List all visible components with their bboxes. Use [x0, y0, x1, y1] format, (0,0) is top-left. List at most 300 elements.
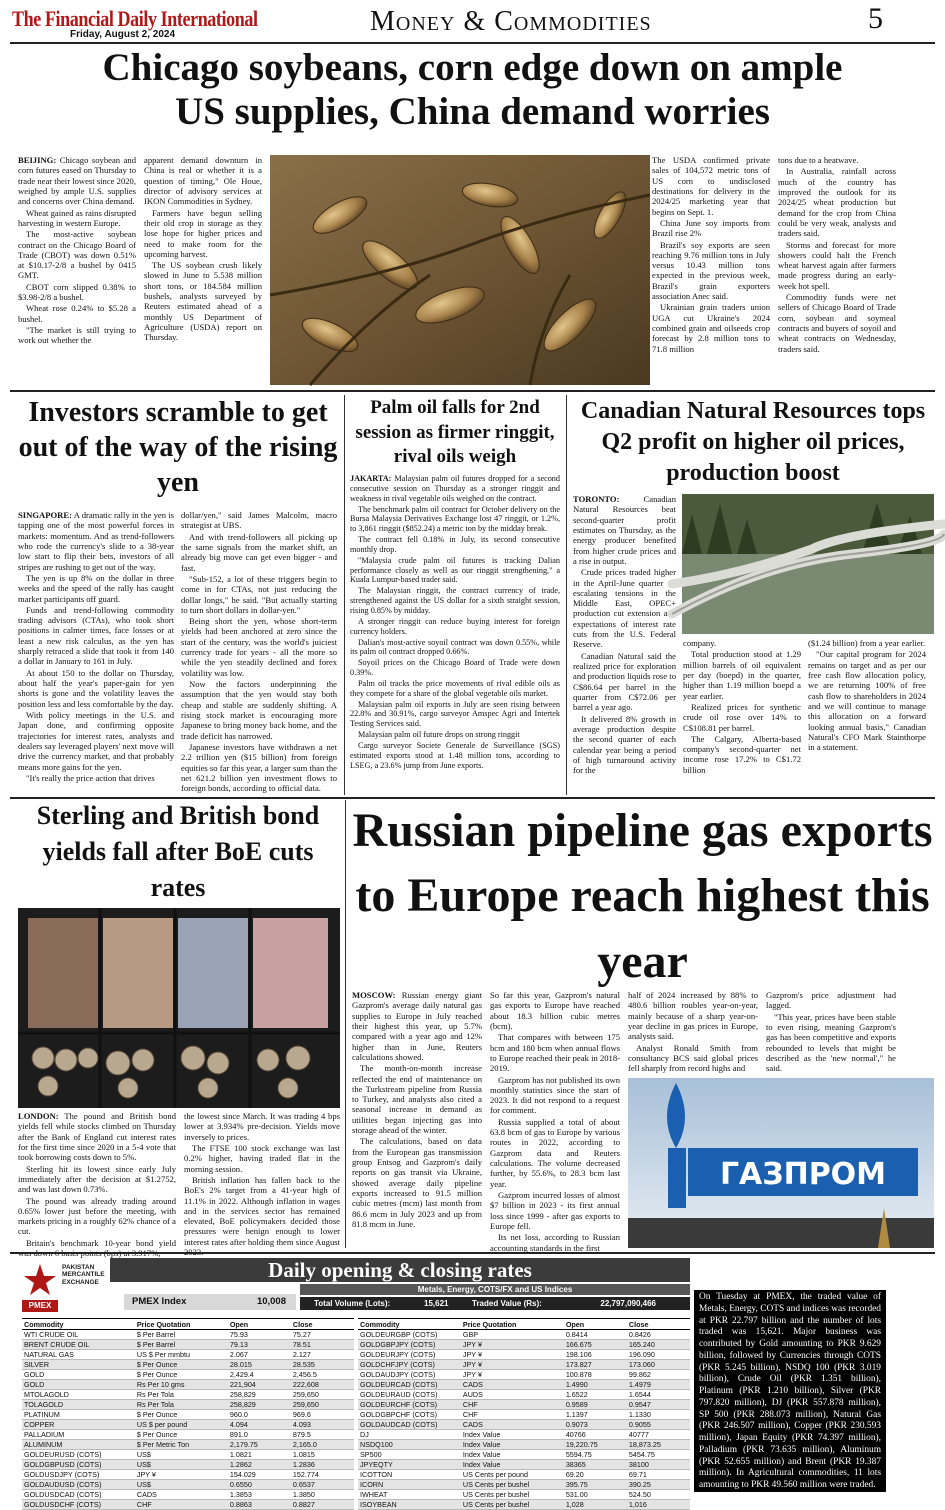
paragraph-text: The pound and British bond yields fell while stocks climbed on Thursday after the Bank of England cut interest rates for the first time since 2020 in a 5-4 vote that took borrowing costs down to 5%.	[18, 1111, 176, 1163]
table-cell: MTOLAGOLD	[22, 1390, 135, 1400]
paragraph-text: The most-active soybean contract on the Chicago Board of Trade (CBOT) was down 0.51% at $10.17-2/8 a bushel by 0415 GMT.	[18, 229, 136, 281]
soybean-col-2	[144, 155, 262, 387]
dateline: BEIJING:	[18, 155, 57, 165]
table-row	[358, 1350, 690, 1360]
table-cell: 28.015	[228, 1360, 291, 1370]
article-paragraph	[181, 532, 337, 573]
market-summary: On Tuesday at PMEX, the traded value of Metals, Energy, COTS and indices was recorded at PKR 22.797 billion and the number of lots traded was 15,621. Major business was contributed by Gold amounting to PKR 9.629 billion, followed by Currencies through COTS (PKR 5.245 billion), NSDQ 100 (PKR 3.019 billion), Crude Oil (PKR 1.351 billion), Platinum (PKR 1.210 billion), Silver (PKR 797.820 million), DJ (PKR 557.878 million), SP 500 (PKR 288.073 million), Natural Gas (PKR 246.507 million), Copper (PKR 230.593 million), Japan Equity (PKR 74.397 million), Palladium (PKR 73.635 million), Aluminum (PKR 52.655 million) and Brent (PKR 19.387 million). In Agricultural commodities, 11 lots amounting to PKR 49.560 million were traded.	[694, 1290, 886, 1492]
paragraph-text: A dramatic rally in the yen is tapping one of the most powerful forces in markets: momentum. And as trend-followers who rode the currency's slide to a 38-year low start to flip their bets, investors of all stripes are rushing to get out of the way.	[18, 510, 174, 572]
article-paragraph	[490, 1232, 620, 1253]
table-cell: US $ Per mmbtu	[135, 1350, 228, 1360]
col-close: Close	[291, 1319, 354, 1330]
paragraph-text: Crude prices traded higher in the April-June quarter on escalating tensions in the Middle East, OPEC+ production cut extension and expectations of interest rate cuts from the U.S. Federal Reserve.	[573, 567, 676, 650]
paragraph-text: Wheat gained as rains disrupted harvesting in western Europe.	[18, 207, 136, 228]
table-cell: CHF	[461, 1400, 564, 1410]
banknotes-and-coins-image	[18, 908, 340, 1108]
gas-col-2	[490, 990, 620, 1253]
article-paragraph	[350, 556, 560, 586]
pmex-index-box	[124, 1294, 296, 1310]
table-cell: JPY ¥	[461, 1360, 564, 1370]
article-paragraph	[352, 1136, 482, 1229]
paragraph-text: Canadian Natural said the realized price for exploration and production liquids rose to C$86.64 per barrel in the quarter from C$72.06 per barrel a year ago.	[573, 650, 676, 713]
table-cell: 0.8827	[291, 1500, 354, 1510]
table-cell: AUDS	[461, 1390, 564, 1400]
paragraph-text: It delivered 8% growth in average production despite the second quarter of each calendar year being a period of high turnaround activity for the	[573, 713, 676, 776]
table-cell: 259,650	[291, 1390, 354, 1400]
article-paragraph	[808, 638, 926, 648]
table-cell: 258,829	[228, 1400, 291, 1410]
article-paragraph	[350, 617, 560, 637]
paragraph-text: The month-on-month increase reflected the end of maintenance on the Turkstream pipeline from Russia to Turkey, and analysts also cited a seasonal increase in demand as utilities began injecting gas into storage ahead of the winter.	[352, 1063, 482, 1136]
table-cell: $ Per Ounce	[135, 1360, 228, 1370]
article-paragraph	[766, 990, 896, 1011]
table-cell: GOLDGBPUSD (COTS)	[22, 1460, 135, 1470]
paragraph-text: Canadian Natural Resources beat second-quarter profit estimates on Thursday, as the energy producer benefited from higher crude prices and a rise in output.	[573, 494, 676, 566]
table-cell: Rs Per Tola	[135, 1390, 228, 1400]
article-paragraph	[683, 649, 801, 701]
paragraph-text: British inflation has fallen back to the BoE's 2% target from a 41-year high of 11.1% in 2022. Although inflation in wages and in the services sector has remained elevated, BoE policymakers decided those pressures were benign enough to lower interest rates after holding them since August	[184, 1174, 340, 1247]
table-cell: SILVER	[22, 1360, 135, 1370]
rates-table-right	[358, 1318, 690, 1510]
article-paragraph	[778, 166, 896, 238]
rates-table-left	[22, 1318, 354, 1510]
table-cell: GOLDCHFJPY (COTS)	[358, 1360, 461, 1370]
paragraph-text: Its net loss, according to Russian accounting standards in the first	[490, 1232, 620, 1253]
gazprom-photo	[628, 1078, 934, 1248]
table-cell: $ Per Ounce	[135, 1410, 228, 1420]
article-paragraph	[181, 679, 337, 741]
soybean-col-1	[18, 155, 136, 387]
yen-col-2	[181, 510, 337, 795]
table-cell: 1.2836	[291, 1460, 354, 1470]
table-cell: GOLDAUDJPY (COTS)	[358, 1370, 461, 1380]
table-cell: JPY ¥	[135, 1470, 228, 1480]
table-cell: GOLDEURJPY (COTS)	[358, 1350, 461, 1360]
paragraph-text: China June soy imports from Brazil rise 2%	[652, 217, 770, 239]
article-paragraph	[628, 990, 758, 1042]
paragraph-text: Funds and trend-following commodity trading advisors (CTAs), who took short positions in calmer times, face losses or at least a new risk calculus, as the yen has sharply retraced a slide that took it from 140 a dollar in January to 161 in July.	[18, 604, 174, 667]
paragraph-text: Gazprom has not published its own monthly statistics since the start of 2023. It did not respond to a request for comment.	[490, 1074, 620, 1116]
table-cell: 2,165.0	[291, 1440, 354, 1450]
table-cell: GOLDAUDCAD (COTS)	[358, 1420, 461, 1430]
table-cell: GOLDEURGBP (COTS)	[358, 1330, 461, 1340]
sterling-col-1	[18, 1111, 176, 1248]
article-paragraph	[184, 1175, 340, 1258]
table-row	[22, 1480, 354, 1490]
table-cell: 75.27	[291, 1330, 354, 1340]
paragraph-text: The US soybean crush likely slowed in June to 5.538 million short tons, or 184.584 million bushels, analysts surveyed by Reuters estimated ahead of a monthly US Department of Agriculture (USDA) report on Thursday.	[144, 260, 262, 343]
article-paragraph	[18, 1111, 176, 1163]
paragraph-text: Cargo surveyor Societe Generale de Surveillance (SGS) estimated exports stood at 1.48 million tons, according to LSEG, a 23.6% jump from June exports.	[350, 740, 560, 770]
table-cell: 0.9547	[627, 1400, 690, 1410]
table-cell: 1.1397	[564, 1410, 627, 1420]
article-paragraph	[490, 1075, 620, 1116]
col-open: Open	[564, 1319, 627, 1330]
pmex-index-label: PMEX Index	[132, 1296, 187, 1307]
table-cell: 0.9589	[564, 1400, 627, 1410]
gazprom-sign-text: ГАЗПРОМ	[719, 1157, 887, 1192]
palm-col	[350, 474, 560, 794]
article-paragraph	[18, 229, 136, 281]
palm-headline: Palm oil falls for 2nd session as firmer ringgit, rival oils weigh	[355, 397, 555, 468]
table-row	[22, 1490, 354, 1500]
table-cell: 0.8414	[564, 1330, 627, 1340]
table-cell: 4.094	[228, 1420, 291, 1430]
section-divider	[10, 1252, 935, 1254]
paragraph-text: The yen is up 8% on the dollar in three weeks and the speed of the rally has caught market participants off guard.	[18, 572, 174, 604]
table-cell: IWHEAT	[358, 1490, 461, 1500]
paragraph-text: "The market is still trying to work out whether the	[18, 325, 136, 346]
table-cell: 390.25	[627, 1480, 690, 1490]
pmex-line-2: MERCANTILE	[62, 1271, 105, 1279]
paragraph-text: The USDA confirmed private sales of 104,572 metric tons of US corn to undisclosed destinations for delivery in the 2024/25 marketing year that begins on Sept. 1.	[652, 155, 770, 217]
paragraph-text: Now the factors underpinning the assumption that the yen would stay both cheap and stable are suddenly shifting. A rising stock market is encouraging more Japanese to bring money back home, and the trade deficit has narrowed.	[181, 679, 337, 741]
table-cell: $ Per Barrel	[135, 1340, 228, 1350]
table-cell: 173.827	[564, 1360, 627, 1370]
table-cell: GOLD	[22, 1380, 135, 1390]
paragraph-text: Total production stood at 1.29 million barrels of oil equivalent per day (boepd) in the quarter, higher than 1.19 million boepd a year earlier.	[683, 649, 801, 701]
table-cell: GOLDGBPCHF (COTS)	[358, 1410, 461, 1420]
article-paragraph	[778, 292, 896, 354]
col-open: Open	[228, 1319, 291, 1330]
table-cell: CADS	[135, 1490, 228, 1500]
article-paragraph	[18, 325, 136, 346]
dateline: LONDON:	[18, 1111, 59, 1121]
soybean-col-4	[778, 155, 896, 387]
article-paragraph	[144, 208, 262, 260]
table-row	[22, 1330, 354, 1340]
paragraph-text: Realized prices for synthetic crude oil rose over 14% to C$108.81 per barrel.	[683, 701, 801, 733]
article-paragraph	[18, 1164, 176, 1195]
table-cell: US Cents per pound	[461, 1470, 564, 1480]
table-row	[22, 1450, 354, 1460]
table-cell: 40766	[564, 1430, 627, 1440]
soybean-col-3	[652, 155, 770, 387]
table-header	[22, 1319, 354, 1330]
market-table-left	[22, 1318, 354, 1510]
table-cell: 221,904	[228, 1380, 291, 1390]
article-paragraph	[18, 1238, 176, 1259]
table-cell: 0.8863	[228, 1500, 291, 1510]
paragraph-text: Gazprom's price adjustment had lagged.	[766, 990, 896, 1011]
table-row	[358, 1400, 690, 1410]
table-row	[22, 1470, 354, 1480]
cnrl-col-2	[683, 638, 801, 794]
table-cell: 1.4990	[564, 1380, 627, 1390]
article-paragraph	[778, 155, 896, 165]
table-cell: ICOTTON	[358, 1470, 461, 1480]
article-paragraph	[18, 303, 136, 324]
article-paragraph	[18, 1196, 176, 1237]
issue-date: Friday, August 2, 2024	[70, 29, 176, 40]
paragraph-text: Soyoil prices on the Chicago Board of Trade were down 0.39%.	[350, 658, 560, 678]
paragraph-text: A stronger ringgit can reduce buying interest for foreign currency holders.	[350, 616, 560, 636]
table-cell: 100.878	[564, 1370, 627, 1380]
article-paragraph	[683, 734, 801, 775]
paragraph-text: The calculations, based on data from the European gas transmission group Entsog and Gazprom's daily reports on gas transit via Ukraine, showed average daily pipeline exports increased to 91.5 million cubic metres (mcm) last month from 86.6 mcm in July 2023 and up from 81.8 mcm in June.	[352, 1136, 482, 1229]
cnrl-headline: Canadian Natural Resources tops Q2 profit on higher oil prices, production boost	[580, 398, 926, 487]
table-row	[358, 1340, 690, 1350]
table-cell: GOLDGBPJPY (COTS)	[358, 1340, 461, 1350]
paragraph-text: company.	[683, 638, 717, 648]
dateline: MOSCOW:	[352, 990, 396, 1000]
pmex-abbr: PMEX	[28, 1301, 52, 1310]
article-paragraph	[808, 649, 926, 752]
table-row	[22, 1440, 354, 1450]
article-paragraph	[18, 668, 174, 709]
article-paragraph	[652, 240, 770, 302]
article-paragraph	[628, 1043, 758, 1074]
table-cell: $ Per Ounce	[135, 1370, 228, 1380]
table-cell: 0.6550	[228, 1480, 291, 1490]
table-cell: ICORN	[358, 1480, 461, 1490]
table-cell: 395.75	[564, 1480, 627, 1490]
dateline: SINGAPORE:	[18, 510, 72, 520]
table-row	[358, 1410, 690, 1420]
table-cell: GOLDUSDCAD (COTS)	[22, 1490, 135, 1500]
table-cell: ALUMINUM	[22, 1440, 135, 1450]
soybean-headline	[10, 46, 935, 133]
table-row	[358, 1440, 690, 1450]
article-paragraph	[181, 574, 337, 615]
table-cell: GOLDEURCAD (COTS)	[358, 1380, 461, 1390]
cnrl-col-3	[808, 638, 926, 794]
paragraph-text: Britain's benchmark 10-year bond yield	[26, 1237, 176, 1248]
table-cell: US Cents per bushel	[461, 1490, 564, 1500]
soybean-headline-line-2: US supplies, China demand worries	[175, 89, 770, 133]
table-cell: GOLDUSDJPY (COTS)	[22, 1470, 135, 1480]
table-cell: US$	[135, 1480, 228, 1490]
newspaper-name: The Financial Daily International	[12, 6, 258, 31]
table-cell: 38100	[627, 1460, 690, 1470]
article-paragraph	[352, 990, 482, 1062]
table-row	[358, 1330, 690, 1340]
article-paragraph	[181, 742, 337, 794]
article-paragraph	[350, 586, 560, 616]
paragraph-text: "This year, prices have been stable to even rising, meaning Gazprom's gas has been competitive and exports rebounded to levels that might be described as the 'new normal'," he said.	[766, 1011, 896, 1074]
table-cell: JPY ¥	[461, 1340, 564, 1350]
article-paragraph	[184, 1111, 340, 1142]
table-row	[358, 1480, 690, 1490]
article-paragraph	[350, 638, 560, 658]
table-cell: 5454.75	[627, 1450, 690, 1460]
article-paragraph	[350, 741, 560, 771]
volume-bar	[300, 1297, 690, 1310]
table-row	[22, 1410, 354, 1420]
article-paragraph	[652, 155, 770, 217]
paragraph-text: CBOT corn slipped 0.38% to $3.98-2/8 a bushel.	[18, 281, 136, 303]
paragraph-text: dollar/yen," said James Malcolm, macro strategist at UBS.	[181, 510, 337, 531]
paragraph-text: Brazil's soy exports are seen reaching 9.76 million tons in July versus 10.43 million tons expected in the previous week, Brazil's grain exporters association Anec said.	[652, 239, 770, 302]
traded-value-value: 22,797,090,466	[600, 1299, 656, 1308]
paragraph-text: Malaysian palm oil future drops on strong ringgit	[358, 730, 520, 740]
article-paragraph	[18, 605, 174, 667]
paragraph-text: "Sub-152, a lot of these triggers begin to come in for CTAs, not just reducing the dollar longs," he said. "But actually starting to turn short dollars in dollar-yen."	[181, 573, 337, 615]
paragraph-text: In Australia, rainfall across much of the country has improved the outlook for its 2024/25 wheat production but demand for the crop from China could be very weak, analysts and traders said.	[778, 166, 896, 239]
paragraph-text: The pound was already trading around 0.65% lower just before the meeting, with markets pricing in a roughly 62% chance of a cut.	[18, 1195, 176, 1237]
paragraph-text: the lowest since March. It was trading 4 bps lower at 3.934% pre-decision. Yields move inversely to prices.	[184, 1111, 340, 1142]
table-cell: 38365	[564, 1460, 627, 1470]
soybean-photo	[270, 155, 650, 385]
article-paragraph	[350, 700, 560, 730]
article-paragraph	[652, 302, 770, 354]
table-cell: 78.51	[291, 1340, 354, 1350]
table-cell: 75.93	[228, 1330, 291, 1340]
gas-headline: Russian pipeline gas exports to Europe reach highest this year	[352, 804, 933, 988]
paragraph-text: Storms and forecast for more showers could halt the French wheat harvest again after farmers made progress during an early-week hot spell.	[778, 239, 896, 291]
table-cell: 1.6544	[627, 1390, 690, 1400]
table-row	[358, 1380, 690, 1390]
table-cell: 69.71	[627, 1470, 690, 1480]
table-cell: PLATINUM	[22, 1410, 135, 1420]
table-row	[358, 1490, 690, 1500]
article-paragraph	[350, 679, 560, 699]
article-paragraph	[181, 616, 337, 678]
table-row	[22, 1420, 354, 1430]
table-cell: 28.535	[291, 1360, 354, 1370]
table-cell: 5594.75	[564, 1450, 627, 1460]
table-cell: 19,220.75	[564, 1440, 627, 1450]
paragraph-text: The Malaysian ringgit, the contract currency of trade, strengthened against the US dollar for a sixth straight session, rising 0.85% by midday.	[350, 586, 560, 615]
paragraph-text: Analyst Ronald Smith from consultancy BCS said global prices fell sharply from record highs and	[628, 1042, 758, 1074]
gas-col-3	[628, 990, 758, 1075]
table-row	[358, 1390, 690, 1400]
paragraph-text: half of 2024 increased by 88% to 480.6 billion roubles year-on-year, mainly because of a sharp year-on-year decline in gas prices in Europe, analysts said.	[628, 990, 758, 1042]
paragraph-text: Sterling hit its lowest since early July immediately after the decision at $1.2752, and was last down 0.73%.	[18, 1163, 176, 1195]
table-cell: NSDQ100	[358, 1440, 461, 1450]
table-cell: 99.862	[627, 1370, 690, 1380]
pmex-line-3: EXCHANGE	[62, 1278, 99, 1286]
table-row	[358, 1500, 690, 1510]
table-cell: 152.774	[291, 1470, 354, 1480]
table-row	[22, 1360, 354, 1370]
paragraph-text: The FTSE 100 stock exchange was last 0.2% higher, having traded flat in the morning session.	[184, 1142, 340, 1174]
volume-label: Total Volume (Lots):	[314, 1299, 391, 1308]
table-cell: PALLADIUM	[22, 1430, 135, 1440]
paragraph-text: Malaysian palm oil futures dropped for a second consecutive session on Thursday as a stronger ringgit and weakness in rival vegetable oils weighed on the contract.	[350, 474, 560, 503]
paragraph-text: That compares with between 175 bcm and 180 bcm when annual flows to Europe reached their peak in 2018-2019.	[490, 1032, 620, 1074]
table-row	[358, 1360, 690, 1370]
dateline: TORONTO:	[573, 494, 620, 504]
market-table-right	[358, 1318, 690, 1510]
article-paragraph	[18, 710, 174, 772]
paragraph-text: And with trend-followers all picking up the same signals from the market shift, an already big move can get even bigger - and fast.	[181, 531, 337, 573]
article-paragraph	[18, 773, 174, 783]
table-cell: COPPER	[22, 1420, 135, 1430]
table-cell: SP500	[358, 1450, 461, 1460]
article-paragraph	[18, 155, 136, 207]
table-cell: $ Per Metric Ton	[135, 1440, 228, 1450]
paragraph-text: Farmers have begun selling their old crop in storage as they lose hope for higher prices and need to make room for the upcoming harvest.	[144, 207, 262, 259]
table-cell: 2,179.75	[228, 1440, 291, 1450]
table-row	[22, 1350, 354, 1360]
article-paragraph	[181, 510, 337, 531]
article-paragraph	[683, 702, 801, 733]
paragraph-text: So far this year, Gazprom's natural gas exports to Europe have reached about 18.3 billion cubic metres (bcm).	[490, 990, 620, 1031]
table-cell: 196.090	[627, 1350, 690, 1360]
pipeline-photo	[682, 494, 934, 634]
article-paragraph	[490, 1117, 620, 1189]
paragraph-text: Japanese investors have withdrawn a net 2.2 trillion yen ($15 billion) from foreign equities so far this year, a larger sum than the net 621.2 billion yen investment flows to foreign bonds, according to official data.	[181, 741, 337, 794]
paragraph-text: Russia supplied a total of about 63.8 bcm of gas to Europe by various routes in 2022, according to Gazprom data and Reuters calculations. The volume decreased further, by 55.6%, to 28.3 bcm last year.	[490, 1116, 620, 1189]
table-row	[22, 1390, 354, 1400]
article-paragraph	[350, 505, 560, 535]
paragraph-text: The benchmark palm oil contract for October delivery on the Bursa Malaysia Derivatives Exchange lost 47 ringgit, or 1.2%, to 3,861 ringgit ($852.24) a metric ton by the midday break.	[350, 504, 560, 534]
table-cell: 1.3853	[228, 1490, 291, 1500]
table-cell: GOLDUSDCHF (COTS)	[22, 1500, 135, 1510]
section-divider	[10, 390, 935, 392]
table-cell: CADS	[461, 1380, 564, 1390]
table-cell: 1.6522	[564, 1390, 627, 1400]
table-row	[22, 1500, 354, 1510]
table-cell: 18,873.25	[627, 1440, 690, 1450]
paragraph-text: The Calgary, Alberta-based company's second-quarter net income rose 17.2% to C$1.72 billion	[683, 733, 801, 775]
table-cell: GOLDEURCHF (COTS)	[358, 1400, 461, 1410]
table-cell: US Cents per bushel	[461, 1480, 564, 1490]
table-cell: US$	[135, 1450, 228, 1460]
table-cell: 1.0815	[291, 1450, 354, 1460]
gas-col-1	[352, 990, 482, 1248]
table-cell: 1.3850	[291, 1490, 354, 1500]
table-cell: Index Value	[461, 1450, 564, 1460]
paragraph-text: Dalian's most-active soyoil contract was down 0.55%, while its palm oil contract dropped 0.66%.	[350, 637, 560, 657]
col-price-quotation: Price Quotation	[135, 1319, 228, 1330]
table-cell: 4.093	[291, 1420, 354, 1430]
paragraph-text: ($1.24 billion) from a year earlier.	[808, 638, 926, 648]
table-cell: 0.6537	[291, 1480, 354, 1490]
page-number: 5	[868, 2, 883, 35]
soybean-headline-line-1: Chicago soybeans, corn edge down on ample	[102, 46, 843, 89]
pmex-logo	[18, 1258, 106, 1314]
table-cell: DJ	[358, 1430, 461, 1440]
table-cell: Index Value	[461, 1460, 564, 1470]
currency-photo	[18, 908, 340, 1108]
paragraph-text: Russian energy giant Gazprom's average daily natural gas supplies to Europe in July reached their highest this year, up 5.7% compared with a year ago and 12% higher than in June, Reuters calculations showed.	[352, 990, 482, 1062]
table-cell: GOLDEURUSD (COTS)	[22, 1450, 135, 1460]
article-paragraph	[18, 208, 136, 229]
table-row	[358, 1420, 690, 1430]
pmex-logo-text	[62, 1264, 105, 1286]
table-cell: $ Per Ounce	[135, 1430, 228, 1440]
market-title: Daily opening & closing rates	[110, 1258, 690, 1282]
table-cell: 165.240	[627, 1340, 690, 1350]
sterling-headline: Sterling and British bond yields fall after BoE cuts rates	[36, 801, 320, 902]
paragraph-text: Being short the yen, whose short-term yields had been anchored at zero since the start of the century, was the world's juiciest currency trade for years - all the more so while the yen steadily declined and forex volatility was low.	[181, 616, 337, 678]
table-cell: TOLAGOLD	[22, 1400, 135, 1410]
table-cell: Index Value	[461, 1440, 564, 1450]
table-cell: 0.9073	[564, 1420, 627, 1430]
column-divider	[344, 395, 345, 795]
table-row	[358, 1450, 690, 1460]
article-paragraph	[18, 510, 174, 572]
col-close: Close	[627, 1319, 690, 1330]
table-row	[358, 1470, 690, 1480]
table-cell: 960.0	[228, 1410, 291, 1420]
article-paragraph	[350, 730, 560, 740]
oil-pipeline-image	[682, 494, 934, 634]
table-cell: GOLD	[22, 1370, 135, 1380]
article-paragraph	[490, 1032, 620, 1073]
yen-headline: Investors scramble to get out of the way of the rising yen	[18, 397, 338, 498]
table-cell: 2.067	[228, 1350, 291, 1360]
table-cell: US$	[135, 1460, 228, 1470]
table-row	[22, 1430, 354, 1440]
table-cell: 0.8426	[627, 1330, 690, 1340]
pmex-line-1: PAKISTAN	[62, 1264, 95, 1271]
paragraph-text: Commodity funds were net sellers of Chicago Board of Trade corn, soybean and soymeal contracts and buyers of soyoil and wheat contracts on Wednesday, traders said.	[778, 292, 896, 354]
table-cell: 0.9055	[627, 1420, 690, 1430]
pmex-index-value: 10,008	[256, 1296, 286, 1307]
